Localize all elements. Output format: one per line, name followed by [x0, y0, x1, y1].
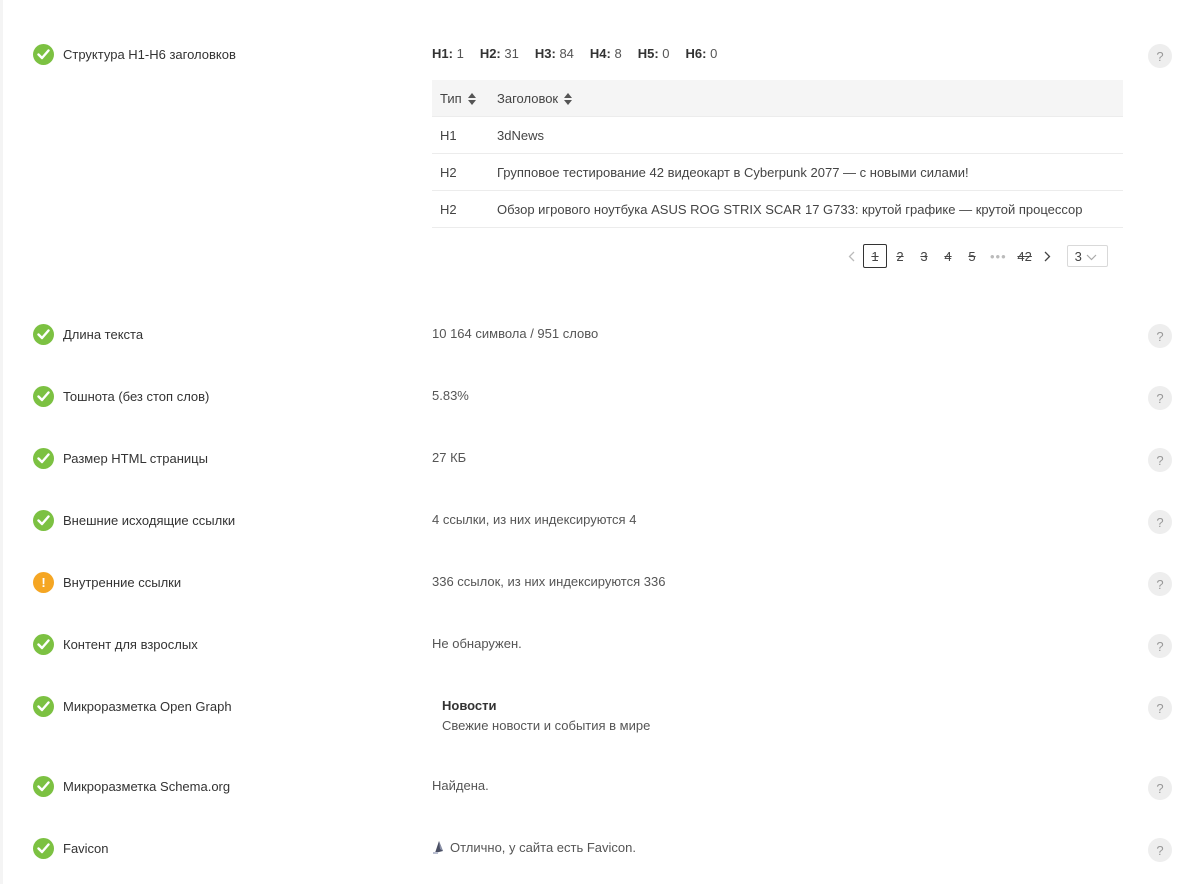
- text-length-label: Длина текста: [63, 327, 144, 342]
- heading-counts: [432, 46, 717, 61]
- og-description: Свежие новости и события в мире: [442, 718, 651, 733]
- schema-label: Микроразметка Schema.org: [63, 779, 231, 794]
- help-icon[interactable]: ?: [1148, 572, 1172, 596]
- table-row: [432, 154, 1123, 191]
- favicon-icon: [432, 840, 446, 854]
- headings-table: [432, 80, 1123, 228]
- favicon-label: Favicon: [63, 841, 109, 856]
- og-title: Новости: [442, 698, 497, 713]
- page-button-1[interactable]: 1: [863, 244, 887, 268]
- schema-value: Найдена.: [432, 778, 489, 793]
- page-size-value: 3: [1074, 248, 1082, 264]
- favicon-value-wrap: [432, 840, 636, 856]
- heading-count-h5: H5: 0: [637, 46, 670, 61]
- adult-content-label: Контент для взрослых: [63, 637, 198, 652]
- chevron-left-icon: [848, 251, 855, 262]
- help-icon[interactable]: ?: [1148, 634, 1172, 658]
- table-row: [432, 117, 1123, 154]
- check-ok-icon: [33, 448, 54, 469]
- html-size-label: Размер HTML страницы: [63, 451, 208, 466]
- help-icon[interactable]: ?: [1148, 324, 1172, 348]
- help-icon[interactable]: ?: [1148, 510, 1172, 534]
- column-header-heading[interactable]: Заголовок: [489, 80, 1123, 117]
- page-button-2[interactable]: 2: [896, 248, 904, 264]
- chevron-down-icon: [1086, 249, 1097, 264]
- page-size-select[interactable]: [1067, 245, 1108, 267]
- left-edge-divider: [0, 0, 3, 884]
- help-icon[interactable]: ?: [1148, 776, 1172, 800]
- page-button-5[interactable]: 5: [968, 248, 976, 264]
- nausea-label: Тошнота (без стоп слов): [63, 389, 210, 404]
- page-button-3[interactable]: 3: [920, 248, 928, 264]
- heading-count-h6: H6: 0: [685, 46, 718, 61]
- check-ok-icon: [33, 776, 54, 797]
- internal-links-value: 336 ссылок, из них индексируются 336: [432, 574, 666, 589]
- check-ok-icon: [33, 510, 54, 531]
- help-icon[interactable]: ?: [1148, 448, 1172, 472]
- heading-count-h3: H3: 84: [534, 46, 574, 61]
- check-ok-icon: [33, 696, 54, 717]
- table-row: [432, 191, 1123, 228]
- heading-text-cell: 3dNews: [489, 117, 1123, 154]
- warning-icon: !: [33, 572, 54, 593]
- heading-type-cell: H2: [432, 154, 489, 191]
- table-header-row: [432, 80, 1123, 117]
- pagination: [840, 244, 1108, 268]
- sort-icon[interactable]: [468, 93, 476, 105]
- heading-count-h4: H4: 8: [589, 46, 622, 61]
- chevron-right-icon: [1044, 251, 1051, 262]
- nausea-value: 5.83%: [432, 388, 469, 403]
- heading-text-cell: Групповое тестирование 42 видеокарт в Cyberpunk 2077 — с новыми силами!: [489, 154, 1123, 191]
- html-size-value: 27 КБ: [432, 450, 467, 465]
- sort-icon[interactable]: [564, 93, 572, 105]
- check-ok-icon: [33, 386, 54, 407]
- help-icon[interactable]: ?: [1148, 696, 1172, 720]
- column-header-type[interactable]: Тип: [432, 80, 489, 117]
- help-icon[interactable]: ?: [1148, 838, 1172, 862]
- text-length-value: 10 164 символа / 951 слово: [432, 326, 599, 341]
- next-page-button[interactable]: [1037, 245, 1059, 267]
- heading-count-h1: H1: 1: [432, 46, 464, 61]
- external-links-label: Внешние исходящие ссылки: [63, 513, 236, 528]
- heading-type-cell: H2: [432, 191, 489, 228]
- heading-text-cell: Обзор игрового ноутбука ASUS ROG STRIX SCAR 17 G733: крутой графике — крутой процессор: [489, 191, 1123, 228]
- help-icon[interactable]: ?: [1148, 44, 1172, 68]
- help-icon[interactable]: ?: [1148, 386, 1172, 410]
- favicon-value: Отлично, у сайта есть Favicon.: [450, 840, 636, 855]
- open-graph-label: Микроразметка Open Graph: [63, 699, 232, 714]
- prev-page-button[interactable]: [840, 245, 862, 267]
- check-ok-icon: [33, 634, 54, 655]
- page-button-4[interactable]: 4: [944, 248, 952, 264]
- check-ok-icon: [33, 44, 54, 65]
- check-ok-icon: [33, 838, 54, 859]
- page-button-last[interactable]: 42: [1017, 248, 1032, 264]
- adult-content-value: Не обнаружен.: [432, 636, 522, 651]
- headings-label: Структура H1-H6 заголовков: [63, 47, 236, 62]
- external-links-value: 4 ссылки, из них индексируются 4: [432, 512, 637, 527]
- heading-count-h2: H2: 31: [479, 46, 519, 61]
- check-ok-icon: [33, 324, 54, 345]
- pagination-ellipsis[interactable]: •••: [990, 248, 1007, 264]
- internal-links-label: Внутренние ссылки: [63, 575, 182, 590]
- heading-type-cell: H1: [432, 117, 489, 154]
